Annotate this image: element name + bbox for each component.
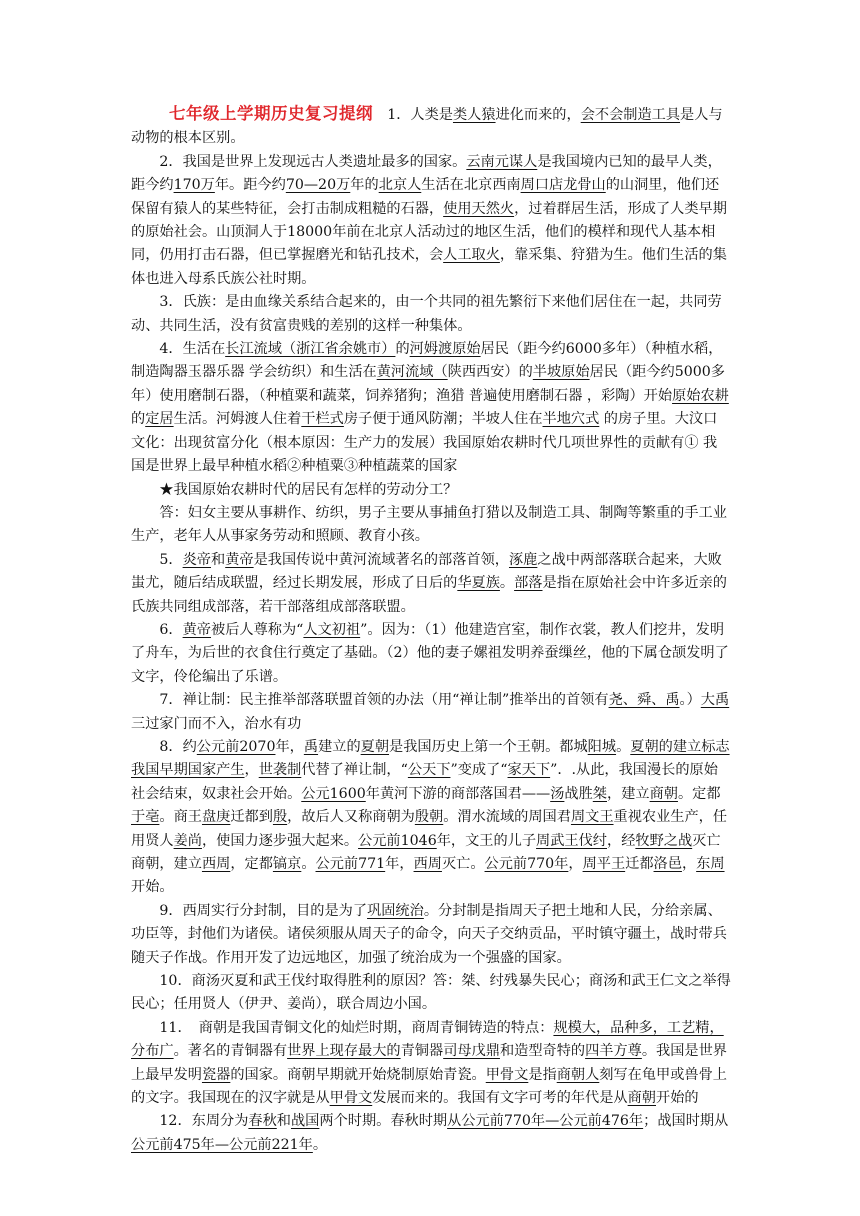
text-run: ，使国力逐步强大起来。 [201, 832, 359, 849]
underlined-term: 半坡原始 [532, 364, 590, 381]
underlined-term: 商朝人 [556, 1066, 600, 1083]
text-run: 是我国境内已知的最早人类，距今约 [131, 153, 722, 194]
text-run: 的房子里。大汶口文化：出现贫富分化（根本原因：生产力的发展）我国原始农耕时代几项世界性的贡献有① 我国是世界上最早种植水稻②种植粟③种植蔬菜的国家 [131, 411, 718, 475]
text-run: 迁都 [625, 856, 654, 872]
text-run: 答：妇女主要从事耕作、纺织，男子主要从事捕鱼打猎以及制造工具、制陶等繁重的手工业生产，老年人从事家务劳动和照顾、教育小孩。 [131, 504, 727, 545]
text-run: 。） [679, 692, 701, 709]
text-run: ”变成了“ [450, 762, 508, 779]
underlined-term: 禹 [303, 738, 319, 755]
text-run: 发展而来的。我国有文字可考的年代是从 [372, 1090, 628, 1107]
underlined-term: 公元1600 [301, 785, 366, 802]
underlined-term: 北京人 [378, 177, 422, 194]
text-run: 代替了禅让制，“ [301, 762, 408, 779]
text-run: 迁都到 [230, 809, 273, 826]
underlined-term: 甲骨文 [485, 1066, 529, 1083]
text-run: 。 [616, 738, 631, 755]
underlined-term: 世界上现存最大的 [287, 1043, 401, 1060]
text-run: 是人与动物的根本区别。 [131, 107, 723, 147]
underlined-term: 部落 [514, 575, 543, 592]
text-run: 是我国传说中黄河流域著名的部落首领， [253, 551, 509, 568]
text-run: 年。距今约 [214, 177, 286, 194]
paragraph-8 [131, 736, 731, 900]
text-run: 2．我国是世界上发现远古人类遗址最多的国家。 [159, 153, 467, 170]
paragraph-5 [131, 549, 731, 619]
underlined-term: 华夏族 [457, 575, 500, 592]
text-run: 1．人类是 [373, 107, 453, 123]
text-run: 的 [131, 411, 146, 428]
underlined-term: 阳城 [587, 738, 617, 755]
paragraph-12 [131, 1110, 731, 1157]
text-run: ★我国原始农耕时代的居民有怎样的劳动分工？ [159, 481, 458, 498]
underlined-term: 大禹 [700, 692, 730, 709]
underlined-term: 170万 [173, 177, 215, 194]
text-run: 生活。河姆渡人住着 [173, 411, 302, 428]
text-run: 重视农业生产，任用贤人 [131, 809, 728, 849]
underlined-term: 黄帝 [225, 551, 254, 568]
text-run: 9．西周实行分封制，目的是为了 [159, 902, 368, 919]
text-run: 12．东周分为 [159, 1113, 249, 1130]
text-run: 。 [312, 1136, 328, 1153]
underlined-term: 世袭制 [258, 762, 302, 779]
underlined-term: 牧野之战 [635, 832, 693, 849]
underlined-term: 长江流域（浙江省余姚市） [225, 341, 396, 358]
paragraph-2 [131, 151, 731, 291]
paragraph-4 [131, 338, 731, 478]
underlined-term: 于亳 [131, 809, 160, 826]
text-run: 的山洞里，他们还保留有猿人的某些特征，会打击制成粗糙的石器， [131, 177, 720, 217]
underlined-term: 干栏式 [301, 411, 344, 428]
paragraph-9 [131, 900, 731, 970]
underlined-term: 镐京 [272, 856, 302, 872]
underlined-term: 姜尚 [173, 832, 202, 849]
text-run: 10．商汤灭夏和武王伐纣取得胜利的原因？答：桀、纣残暴失民心；商汤和武王仁文之举得民心；任用贤人（伊尹、姜尚），联合周边小国。 [131, 973, 731, 1013]
text-run: ，故后人又称商朝为 [287, 809, 415, 826]
text-run: 年的 [350, 177, 379, 194]
text-run: ”．.从此，我国漫长的原始社会结束，奴隶社会开始。 [131, 762, 718, 802]
underlined-term: 云南元谋人 [466, 153, 538, 170]
underlined-term: 黄河流域（ [376, 364, 448, 381]
text-run: 的 [395, 341, 410, 358]
text-run: 。商王 [159, 809, 202, 826]
text-run: 的国家。商朝早期就开始烧制原始青瓷。 [230, 1066, 486, 1083]
text-run: 年，文王的儿子 [436, 832, 537, 849]
text-run: 。分封制是指周天子把土地和人民，分给亲属、功臣等，封他们为诸侯。诸侯须服从周天子的命令，向天子交纳贡品，平时镇守疆土，战时带兵随天子作战。作用开发了边远地区，加强了统治成为一个强盛的国家。 [131, 902, 727, 966]
text-run: ，过着群居生活，形成了人类早期的原始社会。山顶洞人于18000年前在北京人活动过的地区生活，他们的模样和现代人基本相同，仍用打击石器，但已掌握磨光和钻孔技术，会 [131, 200, 727, 264]
text-run: 。渭水流域的周国君 [443, 809, 571, 826]
underlined-term: 周文王 [570, 809, 614, 826]
underlined-term: 甲骨文 [329, 1090, 373, 1107]
text-run: 。 [301, 856, 316, 872]
underlined-term: 原始农耕 [672, 387, 729, 404]
paragraph-11 [131, 1017, 731, 1111]
underlined-term: 战国 [290, 1113, 320, 1130]
text-run: 居民（距今约6000多年）（种植水稻，制造陶器玉器乐器 学会纺织）和生活在 [131, 341, 723, 381]
text-run: 开始的 [656, 1090, 699, 1107]
underlined-term: 周平王 [582, 856, 626, 872]
text-run: 建立的 [318, 738, 361, 755]
text-run: ，靠采集、狩猎为生。他们生活的集体也进入母系氏族公社时期。 [131, 247, 727, 287]
underlined-term: 炎帝 [182, 551, 211, 568]
text-run: ，定都 [230, 856, 273, 872]
text-run: 年， [275, 738, 304, 755]
text-run: ，经 [607, 832, 636, 849]
text-run: 战胜 [564, 785, 593, 802]
underlined-term: 盘庚 [201, 809, 231, 826]
text-run: ；战国时期从 [643, 1113, 729, 1130]
underlined-term: 汤 [550, 785, 565, 802]
text-run: 年， [385, 856, 414, 872]
underlined-term: 尧、舜、禹 [608, 692, 680, 709]
underlined-term: 河姆渡原始 [409, 341, 481, 358]
paragraph-10 [131, 970, 731, 1017]
underlined-term: 公元前770年 [484, 856, 569, 872]
text-run: ”。因为：（1）他建造宫室，制作衣裳，教人们挖井，发明了舟车，为后世的衣食住行奠定了基础。（2）他的妻子嫘祖发明养蚕缫丝，他的下属仓颉发明了文字，伶伦编出了乐谱。 [131, 621, 729, 685]
underlined-term: 人工取火 [443, 247, 500, 264]
underlined-term: 家天下 [507, 762, 551, 779]
text-run: 。著名的青铜器有 [173, 1043, 288, 1060]
underlined-term: 西周 [201, 856, 231, 872]
text-run: 和造型奇特的 [499, 1043, 586, 1060]
text-run: ， [681, 856, 697, 872]
text-run: 。我国是世界上最早发明 [131, 1043, 727, 1083]
text-run: 灭亡。 [441, 856, 485, 872]
text-run: ， [568, 856, 583, 872]
text-run: 生活在北京西南 [421, 177, 521, 194]
text-run: 。定都 [677, 785, 721, 802]
answer [131, 502, 731, 549]
underlined-term: 夏朝的建立标志我国早期国家产生 [131, 738, 730, 779]
text-run: 陕西西安）的 [447, 364, 533, 381]
text-run: 灭亡商朝，建立 [131, 832, 721, 872]
text-run: 进化而来的， [495, 107, 581, 123]
question-star [131, 479, 731, 502]
underlined-term: 涿鹿 [508, 551, 538, 568]
underlined-term: 公元前2070 [196, 738, 276, 755]
underlined-term: 定居 [145, 411, 174, 428]
text-run: 年黄河下游的商部落国君—— [365, 785, 551, 802]
text-run: 5． [159, 551, 183, 568]
underlined-term: 东周 [696, 856, 725, 872]
underlined-term: 殷 [272, 809, 288, 826]
text-run: 7．禅让制：民主推举部落联盟首领的办法（用“禅让制”推举出的首领有 [159, 692, 609, 709]
underlined-term: 使用天然火 [443, 200, 515, 217]
underlined-term: 西周 [413, 856, 442, 872]
paragraph-7 [131, 689, 731, 736]
underlined-term: 春秋 [248, 1113, 277, 1130]
text-run: 房子便于通风防潮；半坡人住在 [343, 411, 543, 428]
text-run: ， [244, 762, 259, 779]
underlined-term: 夏朝 [360, 738, 390, 755]
page-title: 七年级上学期历史复习提纲 [169, 104, 373, 123]
document-page [131, 102, 731, 1157]
underlined-term: 周武王伐纣 [536, 832, 607, 849]
text-run: 和 [211, 551, 226, 568]
underlined-term: 类人猿 [452, 107, 496, 123]
underlined-term: 巩固统治 [367, 902, 424, 919]
underlined-term: 商朝 [649, 785, 678, 802]
text-run: 两个时期。春秋时期 [319, 1113, 448, 1130]
underlined-term: 黄帝 [182, 621, 211, 638]
underlined-term: 瓷器 [201, 1066, 231, 1083]
text-run: 开始。 [131, 879, 174, 896]
underlined-term: 司母戊鼎 [443, 1043, 500, 1060]
text-run: 3．氏族：是由血缘关系结合起来的，由一个共同的祖先繁衍下来他们居住在一起，共同劳动、共同生活，没有贫富贵贱的差别的这样一种集体。 [131, 294, 722, 334]
text-run: 和 [276, 1113, 291, 1130]
underlined-term: 桀 [592, 785, 607, 802]
underlined-term: 商朝 [627, 1090, 656, 1107]
paragraph-6 [131, 619, 731, 689]
underlined-term: 四羊方尊 [585, 1043, 642, 1060]
text-run: 。 [499, 575, 515, 592]
text-run: 之战中两部落联合起来，大败蚩尤，随后结成联盟，经过长期发展，形成了日后的 [131, 551, 722, 592]
text-run: 三过家门而不入，治水有功 [131, 715, 302, 732]
underlined-term: 殷朝 [414, 809, 444, 826]
text-run: 是指在原始社会中许多近亲的氏族共同组成部落，若干部落组成部落联盟。 [131, 575, 727, 615]
text-run: ，建立 [607, 785, 650, 802]
paragraph-3 [131, 291, 731, 338]
underlined-term: 周口店龙骨山 [520, 177, 606, 194]
underlined-term: 公天下 [407, 762, 451, 779]
text-run: 4．生活在 [159, 341, 226, 358]
underlined-term: 70—20万 [285, 177, 351, 194]
text-run: 6． [159, 621, 183, 638]
text-run: 刻写在龟甲或兽骨上的文字。我国现在的汉字就是从 [131, 1066, 727, 1107]
underlined-term: 会不会制造工具 [580, 107, 681, 123]
text-run: 居民（距今约5000多年）使用磨制石器，（种植粟和蔬菜，饲养猪狗；渔猎 普遍使用磨制石器 ，彩陶）开始 [131, 364, 725, 404]
text-run: 是指 [528, 1066, 557, 1083]
underlined-term: 公元前475年—公元前221年 [131, 1136, 313, 1153]
underlined-term: 规模大，品种多，工艺精，分布广 [131, 1019, 724, 1060]
text-run: 11． 商朝是我国青铜文化的灿烂时期，商周青铜铸造的特点： [159, 1019, 554, 1036]
paragraph-1 [131, 102, 731, 151]
underlined-term: 公元前771 [315, 856, 386, 872]
text-run: 青铜器 [400, 1043, 444, 1060]
underlined-term: 半地穴式 [542, 411, 600, 428]
text-run: 8．约 [159, 738, 197, 755]
text-run: 被后人尊称为“ [211, 621, 304, 638]
underlined-term: 从公元前770年—公元前476年 [447, 1113, 644, 1130]
text-run: 是我国历史上第一个王朝。都城 [389, 738, 588, 755]
underlined-term: 人文初祖 [303, 621, 361, 638]
underlined-term: 洛邑 [653, 856, 682, 872]
underlined-term: 公元前1046 [358, 832, 437, 849]
